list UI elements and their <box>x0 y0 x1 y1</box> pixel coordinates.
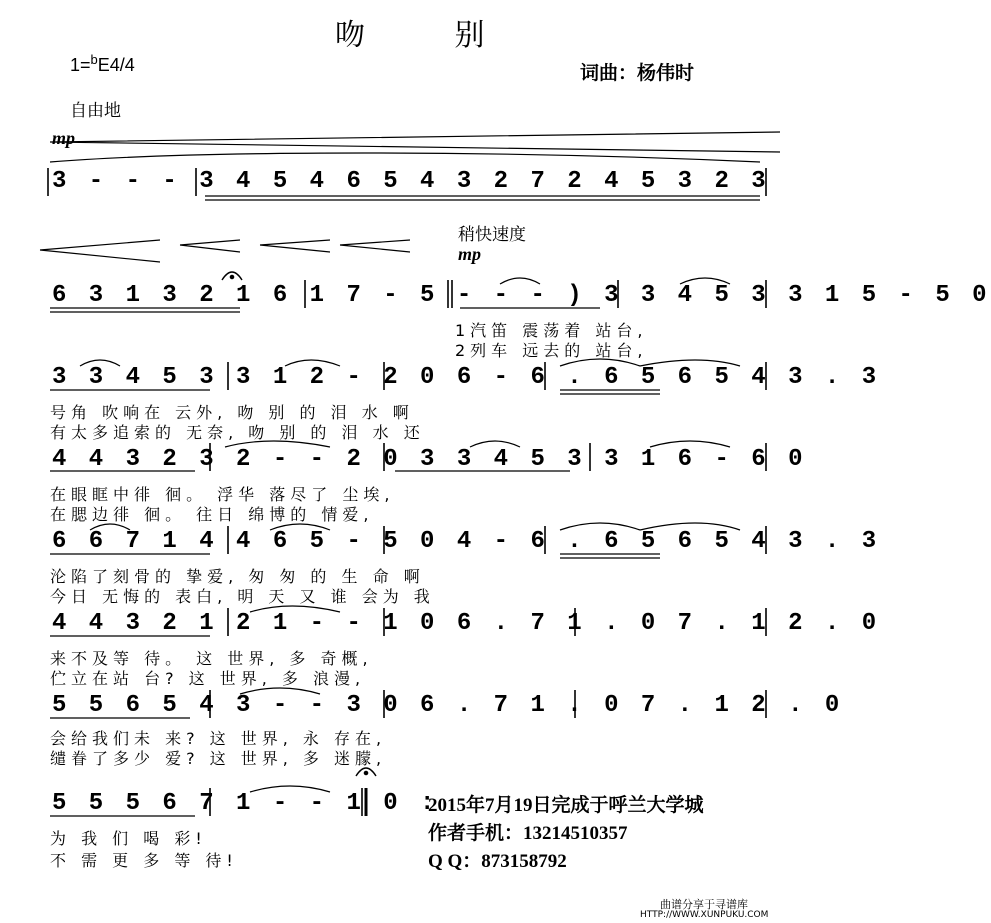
notation-row-2: 6 3 1 3 2 1 6 1 7 - 5 - - - ) 3 3 4 5 3 3 1 5 - 5 0 <box>52 282 991 309</box>
lyrics-row-2-verse-1: 1汽笛 震荡着 站台, <box>455 321 648 340</box>
author-qq: Q Q：873158792 <box>428 851 567 872</box>
lyrics-row-5-verse-1: 沦陷了刻骨的 挚爱, 匆 匆 的 生 命 啊 <box>50 567 425 586</box>
key-signature <box>70 52 135 76</box>
song-title: 吻 别 <box>335 18 525 53</box>
lyrics-row-3-verse-1: 号角 吹响在 云外, 吻 别 的 泪 水 啊 <box>50 403 414 422</box>
notation-row-4: 4 4 3 2 3 2 - - 2 0 3 3 4 5 3 3 1 6 - 6 0 <box>52 446 807 473</box>
lyrics-row-3-verse-2: 有太多追索的 无奈, 吻 别 的 泪 水 还 <box>50 423 425 442</box>
composer-credit: 词曲：杨伟时 <box>580 62 695 84</box>
lyrics-row-7-verse-2: 缱眷了多少 爱? 这 世界, 多 迷朦, <box>50 749 387 768</box>
key-prefix: 1= <box>70 55 91 75</box>
completion-note: 2015年7月19日完成于呼兰大学城 <box>428 795 704 816</box>
lyrics-row-2-verse-2: 2列车 远去的 站台, <box>455 341 648 360</box>
notation-row-5: 6 6 7 1 4 4 6 5 - 5 0 4 - 6 . 6 5 6 5 4 3 . 3 <box>52 528 881 555</box>
notation-row-8: 5 5 5 6 7 1 - - 1 0 : <box>52 790 439 817</box>
key-flat: b <box>90 52 98 67</box>
notation-row-7: 5 5 6 5 4 3 - - 3 0 6 . 7 1 . 0 7 . 1 2 . 0 <box>52 692 844 719</box>
author-phone: 作者手机：13214510357 <box>428 823 628 844</box>
lyrics-row-8-verse-2: 不 需 更 多 等 待! <box>50 851 238 870</box>
notation-row-3: 3 3 4 5 3 3 1 2 - 2 0 6 - 6 . 6 5 6 5 4 3 . 3 <box>52 364 881 391</box>
lyrics-row-7-verse-1: 会给我们未 来? 这 世界, 永 存在, <box>50 729 387 748</box>
tempo-change: 稍快速度 <box>458 225 526 245</box>
site-url[interactable]: HTTP://WWW.XUNPUKU.COM <box>640 910 769 920</box>
site-name: 曲谱分享于寻谱库 <box>660 898 748 911</box>
dynamic-mp-2: mp <box>458 244 482 264</box>
lyrics-row-8-verse-1: 为 我 们 喝 彩! <box>50 829 207 848</box>
dynamic-mp-1: mp <box>52 128 76 148</box>
lyrics-row-4-verse-1: 在眼眶中徘 徊。 浮华 落尽了 尘埃, <box>50 485 395 504</box>
lyrics-row-6-verse-2: 伫立在站 台? 这 世界, 多 浪漫, <box>50 669 366 688</box>
lyrics-row-5-verse-2: 今日 无悔的 表白, 明 天 又 谁 会为 我 <box>50 587 435 606</box>
key-meter: E4/4 <box>97 55 135 75</box>
tempo-marking: 自由地 <box>70 101 121 121</box>
lyrics-row-4-verse-2: 在腮边徘 徊。 往日 绵博的 情爱, <box>50 505 374 524</box>
notation-row-1: 3 - - - 3 4 5 4 6 5 4 3 2 7 2 4 5 3 2 3 <box>52 168 770 195</box>
notation-row-6: 4 4 3 2 1 2 1 - - 1 0 6 . 7 1 . 0 7 . 1 2 . 0 <box>52 610 881 637</box>
lyrics-row-6-verse-1: 来不及等 待。 这 世界, 多 奇概, <box>50 649 373 668</box>
